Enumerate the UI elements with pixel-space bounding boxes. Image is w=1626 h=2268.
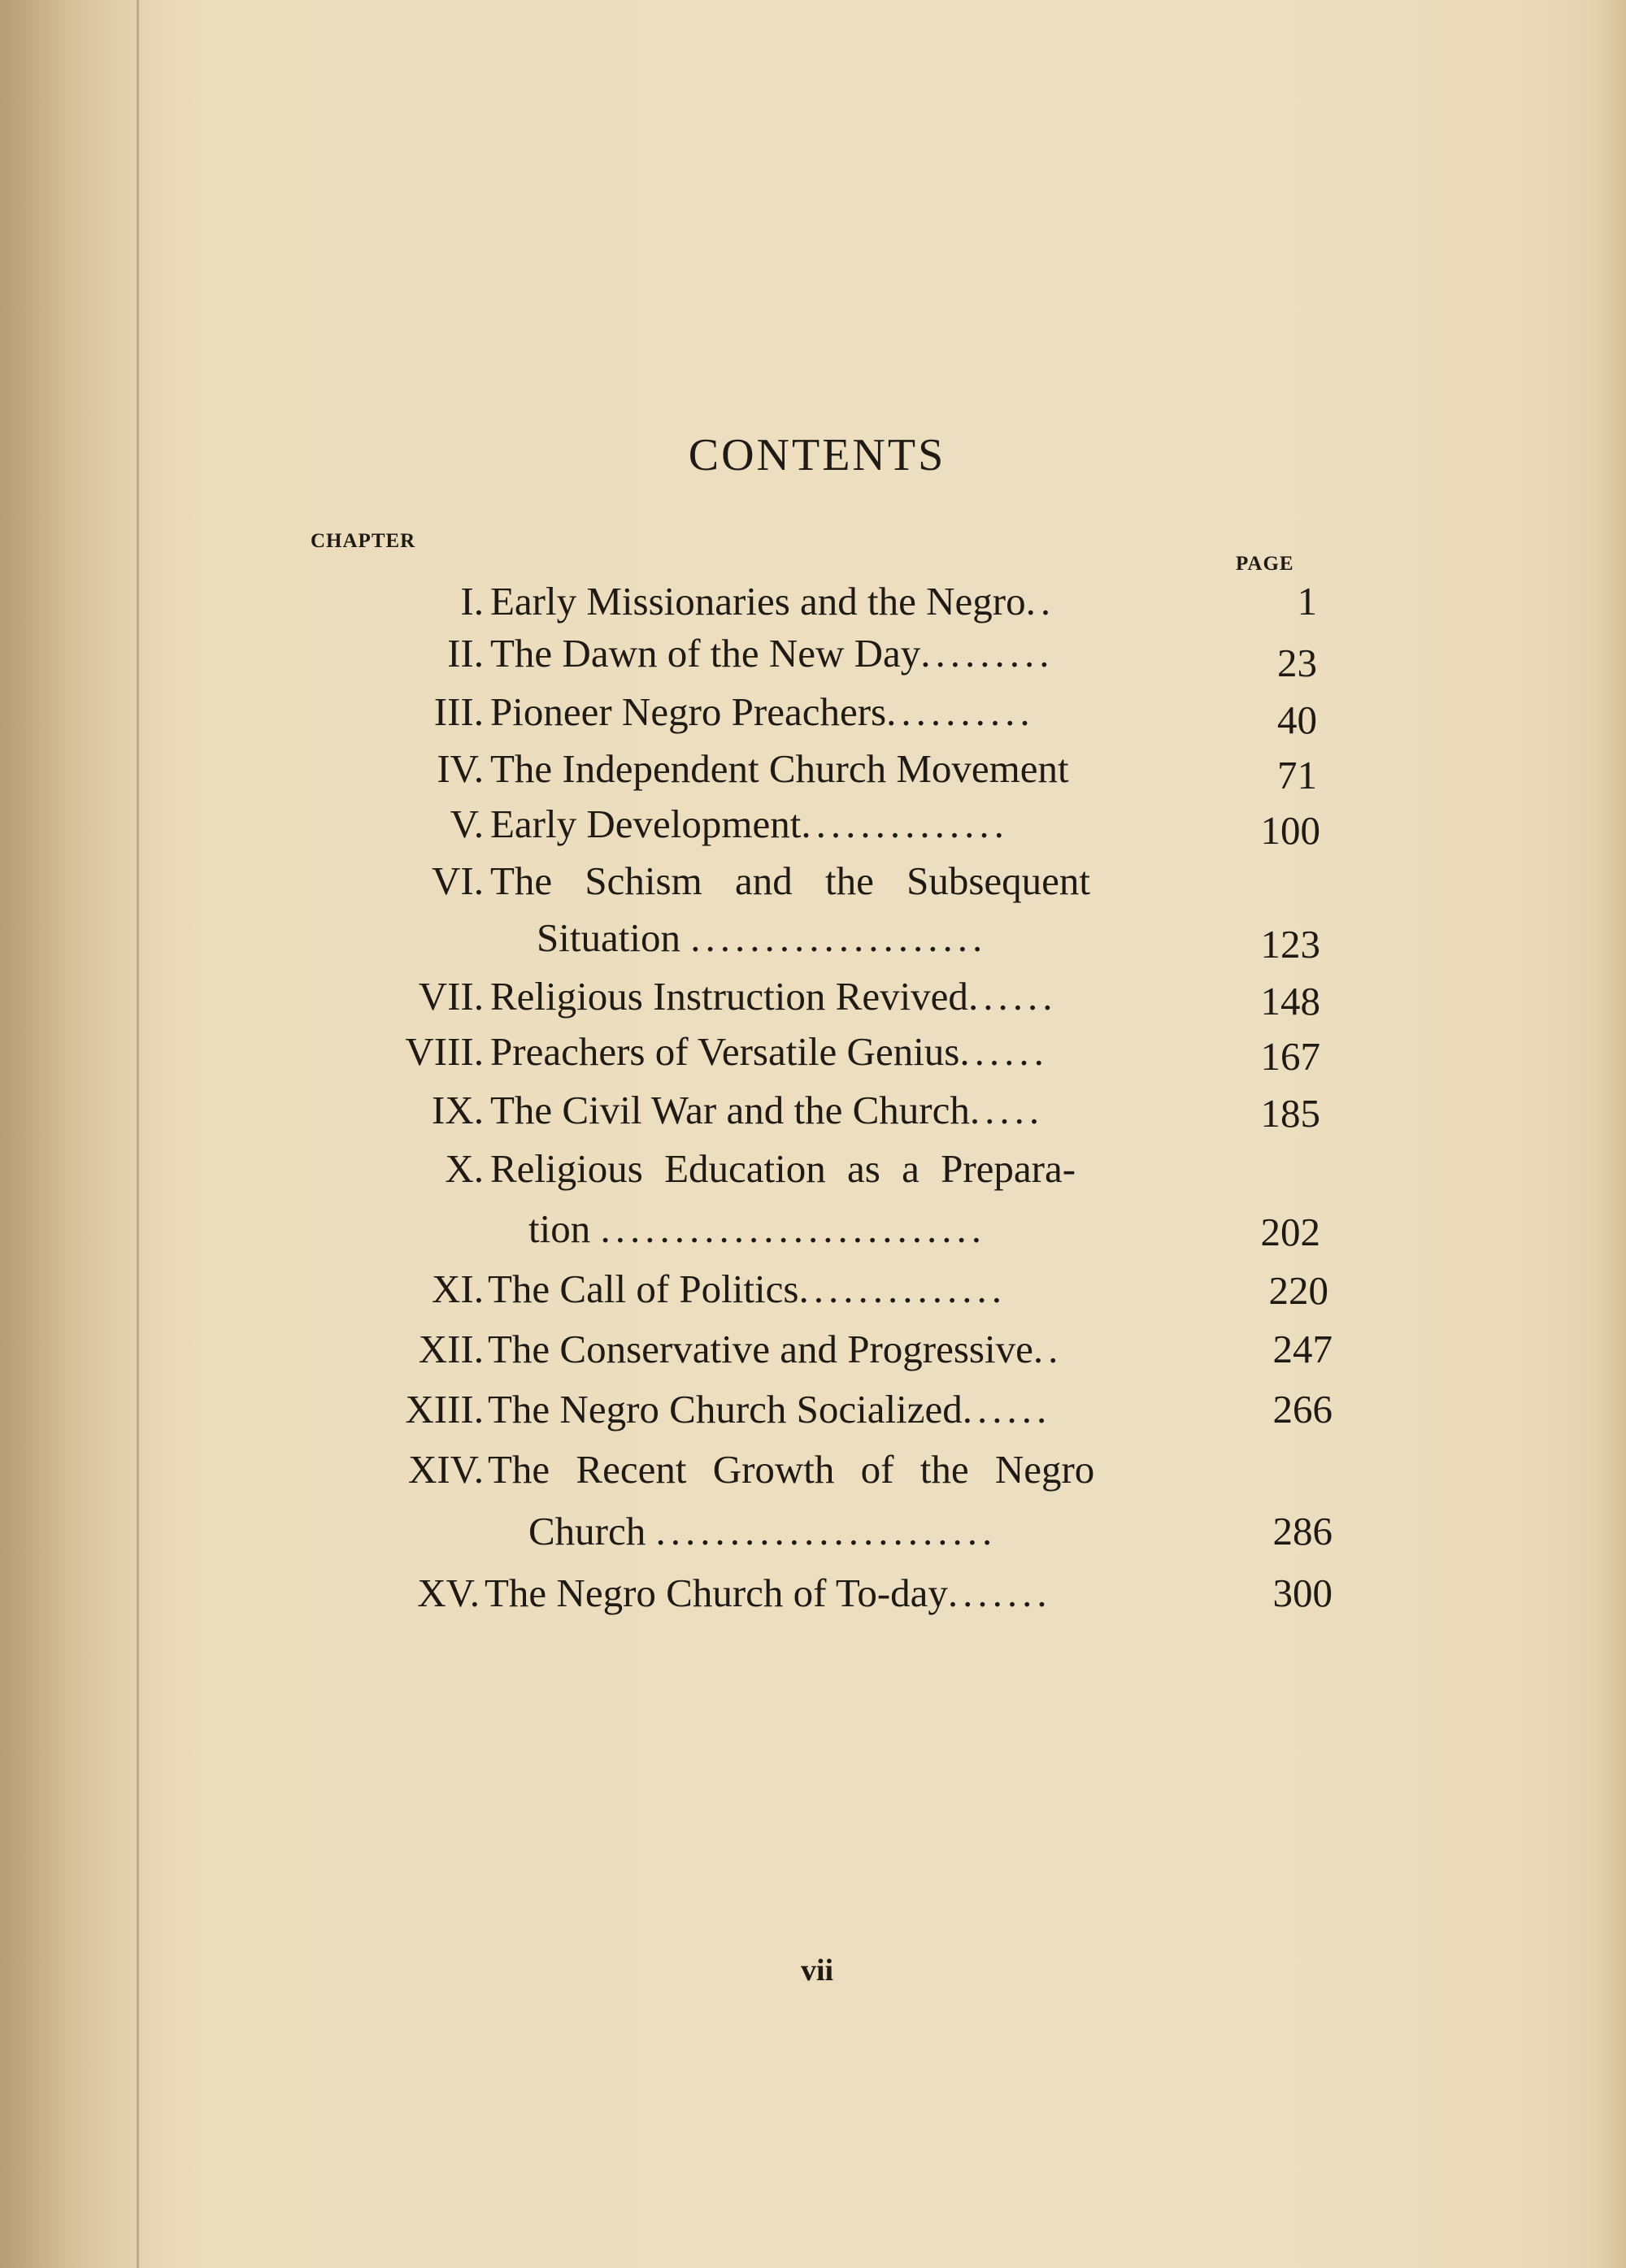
chapter-title-text: Situation (537, 915, 680, 960)
chapter-title (490, 1084, 1044, 1136)
page-number: 71 (1277, 753, 1317, 797)
dot-leader: ......... (920, 631, 1054, 676)
dot-leader: .......................... (600, 1206, 986, 1251)
page-number: 148 (1260, 979, 1320, 1023)
dot-leader: ....... (947, 1571, 1052, 1615)
chapter-title (490, 686, 1035, 738)
chapter-title-text: The Independent Church Movement (490, 746, 1069, 791)
page-number: 220 (1268, 1268, 1328, 1313)
chapter-number: XIII. (405, 1387, 484, 1432)
chapter-title (485, 1567, 1052, 1619)
chapter-title-text: The Negro Church Socialized (488, 1387, 963, 1432)
page-number: 40 (1277, 697, 1317, 742)
chapter-number: VII. (418, 974, 484, 1019)
chapter-title-text: Early Development (490, 802, 802, 846)
dot-leader: .. (1025, 579, 1056, 623)
chapter-title-text: The Call of Politics (488, 1267, 799, 1311)
chapter-number: II. (447, 631, 484, 676)
dot-leader: .......... (886, 689, 1035, 734)
chapter-title (488, 1263, 1006, 1315)
chapter-number: X. (445, 1146, 484, 1191)
page-column-label: PAGE (1236, 553, 1294, 575)
chapter-title-text: Pioneer Negro Preachers (490, 689, 887, 734)
page-number: 202 (1260, 1210, 1320, 1254)
page-number: 266 (1272, 1387, 1333, 1432)
chapter-title-text: Preachers of Versatile Genius (490, 1029, 960, 1074)
chapter-title-continued (528, 1505, 997, 1558)
page-number: 300 (1272, 1571, 1333, 1615)
chapter-title: The Recent Growth of the Negro (488, 1447, 1095, 1492)
page-number: 185 (1260, 1091, 1320, 1136)
chapter-number: IV. (437, 746, 484, 791)
chapter-number: III. (433, 689, 484, 734)
chapter-title-text: The Dawn of the New Day (490, 631, 921, 676)
page-number: 167 (1260, 1034, 1320, 1079)
page-number: 286 (1272, 1509, 1333, 1553)
chapter-number: XII. (418, 1327, 484, 1371)
dot-leader: ...... (967, 974, 1058, 1019)
page-number: 1 (1297, 579, 1317, 623)
chapter-title-continued (528, 1203, 986, 1255)
dot-leader: ....................... (655, 1509, 998, 1553)
chapter-number: XI. (432, 1267, 484, 1311)
chapter-title-text: Early Missionaries and the Negro (490, 579, 1026, 623)
page-title: CONTENTS (688, 430, 946, 480)
page-folio: vii (800, 1953, 834, 1988)
page-number: 23 (1277, 641, 1317, 685)
chapter-title (490, 743, 1069, 795)
chapter-title: The Schism and the Subsequent (490, 858, 1091, 903)
chapter-title (490, 628, 1054, 680)
chapter-title-text: The Civil War and the Church (490, 1088, 970, 1132)
chapter-number: IX. (432, 1088, 484, 1132)
chapter-title-text: Religious Instruction Revived (490, 974, 968, 1019)
chapter-title (490, 576, 1055, 628)
chapter-title-continued (537, 912, 987, 964)
page-number: 123 (1260, 922, 1320, 967)
chapter-title (490, 1026, 1049, 1078)
chapter-number: XV. (417, 1571, 480, 1615)
chapter-number: V. (450, 802, 484, 846)
chapter-number: VI. (432, 858, 484, 903)
dot-leader: .................... (690, 915, 988, 960)
chapter-title: Religious Education as a Prepara- (490, 1146, 1076, 1191)
dot-leader: .............. (798, 1267, 1006, 1311)
chapter-title-text: The Conservative and Progressive (488, 1327, 1033, 1371)
dot-leader: ...... (962, 1387, 1052, 1432)
chapter-title-text: Church (528, 1509, 646, 1553)
chapter-title-text: tion (528, 1206, 591, 1251)
chapter-number: XIV. (407, 1447, 484, 1492)
dot-leader: .. (1033, 1327, 1063, 1371)
page-number: 100 (1260, 808, 1320, 853)
chapter-title-text: The Negro Church of To-day (485, 1571, 948, 1615)
chapter-number: VIII. (405, 1029, 484, 1074)
chapter-title (488, 1384, 1051, 1436)
dot-leader: .............. (801, 802, 1009, 846)
chapter-column-label: CHAPTER (311, 530, 416, 552)
dot-leader: ...... (959, 1029, 1049, 1074)
chapter-title (490, 971, 1057, 1023)
dot-leader: ..... (969, 1088, 1045, 1132)
chapter-title (490, 798, 1009, 850)
page-number: 247 (1272, 1327, 1333, 1371)
chapter-number: I. (460, 579, 484, 623)
chapter-title (488, 1323, 1063, 1375)
